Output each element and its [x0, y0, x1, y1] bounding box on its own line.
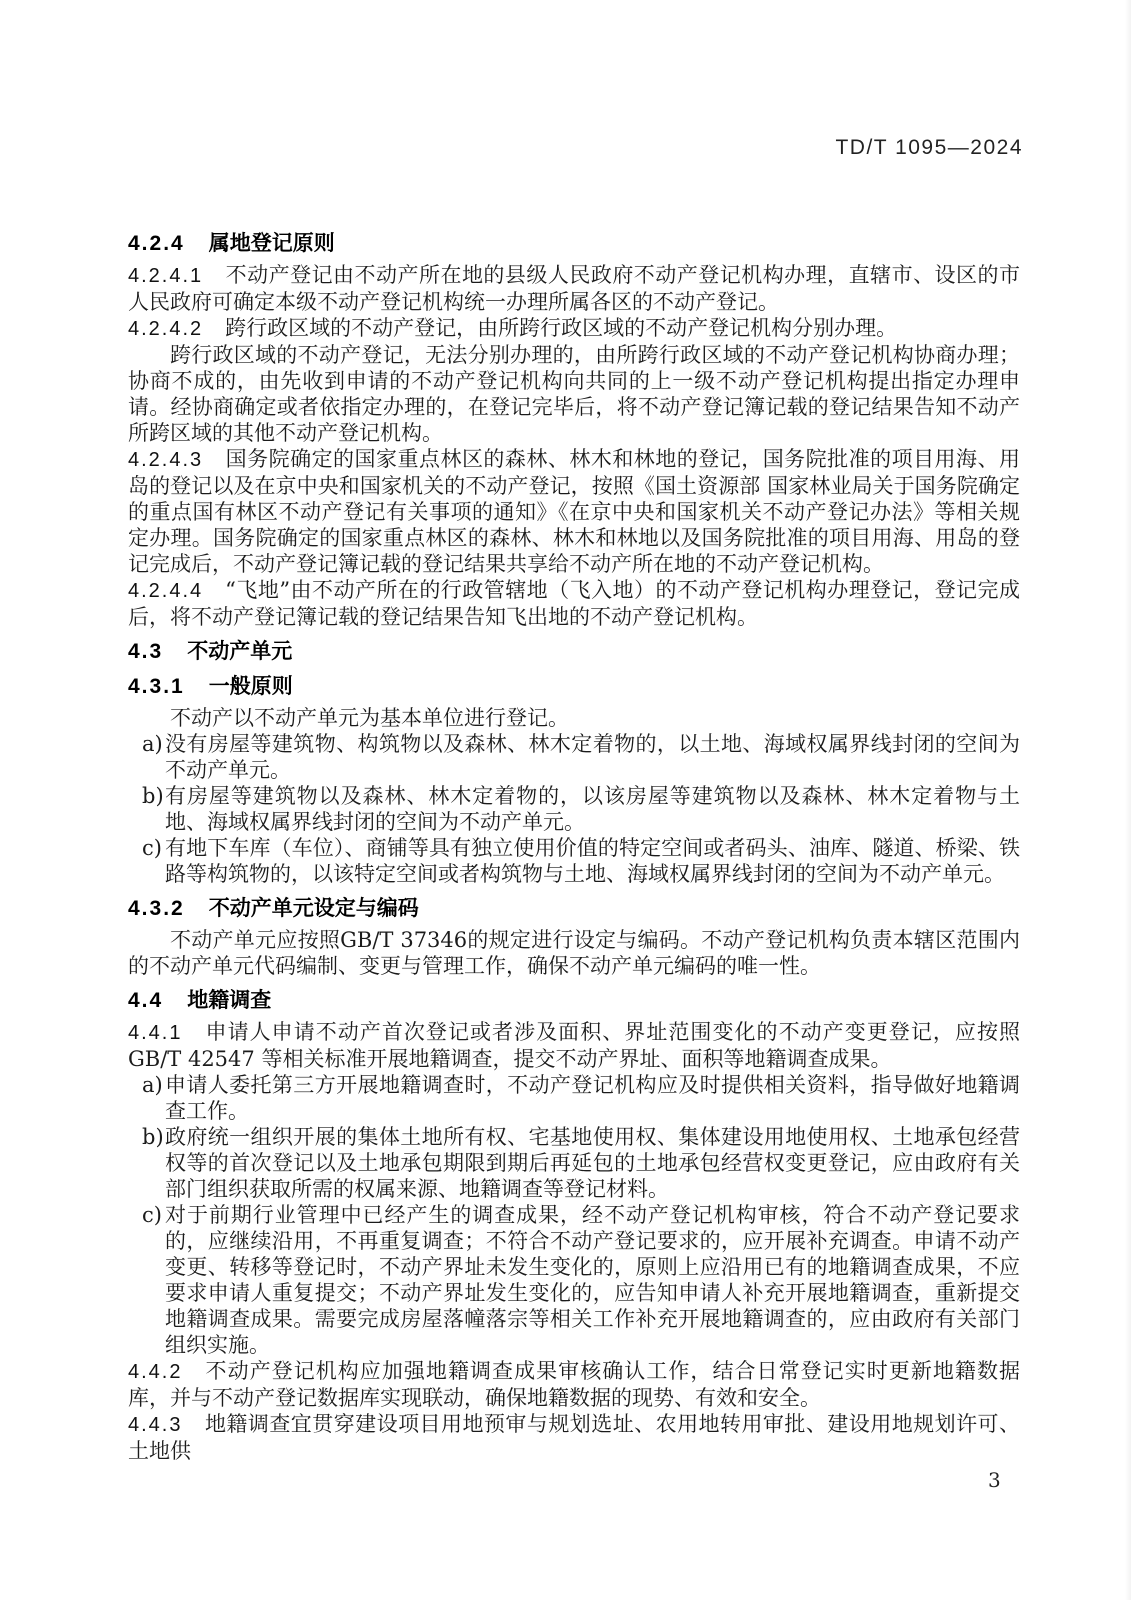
section-heading	[128, 988, 1020, 1014]
clause-paragraph	[128, 1358, 1020, 1411]
clause-paragraph	[128, 1411, 1020, 1464]
list-item-text: 对于前期行业管理中已经产生的调查成果，经不动产登记机构审核，符合不动产登记要求的，应继续沿用，不再重复调查；不符合不动产登记要求的，应开展补充调查。申请不动产变更、转移等登记时，不动产界址未发生变化的，原则上应沿用已有的地籍调查成果，不应要求申请人重复提交；不动产界址发生变化的，应告知申请人补充开展地籍调查，重新提交地籍调查成果。需要完成房屋落幢落宗等相关工作补充开展地籍调查的，应由政府有关部门组织实施。	[165, 1203, 1020, 1357]
clause-heading	[128, 674, 1020, 700]
clause-heading	[128, 896, 1020, 922]
list-item	[128, 731, 1020, 783]
clause-text: 地籍调查宜贯穿建设项目用地预审与规划选址、农用地转用审批、建设用地规划许可、土地供	[128, 1412, 1020, 1463]
clause-number: 4.2.4.3	[128, 449, 204, 471]
list-item-letter: c)	[142, 1203, 162, 1227]
section-heading	[128, 639, 1020, 665]
clause-text: “飞地”由不动产所在的行政管辖地（飞入地）的不动产登记机构办理登记，登记完成后，将不动产登记簿记载的登记结果告知飞出地的不动产登记机构。	[128, 578, 1020, 629]
list-item-text: 申请人委托第三方开展地籍调查时，不动产登记机构应及时提供相关资料，指导做好地籍调查工作。	[165, 1073, 1020, 1123]
list-item	[128, 783, 1020, 835]
section-heading-title: 地籍调查	[187, 989, 272, 1012]
list-item-text: 有房屋等建筑物以及森林、林木定着物的，以该房屋等建筑物以及森林、林木定着物与土地、海域权属界线封闭的空间为不动产单元。	[165, 784, 1020, 834]
clause-heading-number: 4.3.2	[128, 897, 185, 920]
clause-heading-number: 4.3.1	[128, 675, 185, 698]
list-item-letter: b)	[142, 1125, 164, 1149]
clause-text: 不动产登记机构应加强地籍调查成果审核确认工作，结合日常登记实时更新地籍数据库，并与不动产登记数据库实现联动，确保地籍数据的现势、有效和安全。	[128, 1359, 1020, 1410]
page-number: 3	[988, 1468, 1001, 1492]
page-content	[128, 222, 1020, 1464]
clause-text: 国务院确定的国家重点林区的森林、林木和林地的登记，国务院批准的项目用海、用岛的登记以及在京中央和国家机关的不动产登记，按照《国土资源部 国家林业局关于国务院确定的重点国有林区不动产登记有关事项的通知》《在京中央和国家机关不动产登记办法》等相关规定办理。国务院确定的国家重点林区的森林、林木和林地以及国务院批准的项目用海、用岛的登记完成后，不动产登记簿记载的登记结果共享给不动产所在地的不动产登记机构。	[128, 447, 1020, 576]
clause-number: 4.2.4.1	[128, 265, 204, 287]
list-item	[128, 835, 1020, 887]
list-item	[128, 1124, 1020, 1202]
standard-number-header: TD/T 1095—2024	[835, 136, 1023, 159]
list-item-text: 没有房屋等建筑物、构筑物以及森林、林木定着物的，以土地、海域权属界线封闭的空间为不动产单元。	[165, 732, 1020, 782]
section-heading-title: 不动产单元	[187, 640, 293, 663]
clause-number: 4.4.1	[128, 1022, 183, 1044]
section-heading-number: 4.4	[128, 989, 164, 1012]
list-item-letter: a)	[142, 1073, 163, 1097]
clause-heading-title: 属地登记原则	[208, 232, 335, 255]
clause-text: 不动产登记由不动产所在地的县级人民政府不动产登记机构办理，直辖市、设区的市人民政府可确定本级不动产登记机构统一办理所属各区的不动产登记。	[128, 263, 1020, 314]
clause-text: 跨行政区域的不动产登记，由所跨行政区域的不动产登记机构分别办理。	[225, 316, 898, 340]
clause-heading-title: 一般原则	[208, 675, 293, 698]
clause-paragraph	[128, 577, 1020, 630]
paragraph: 不动产单元应按照GB/T 37346的规定进行设定与编码。不动产登记机构负责本辖区范围内的不动产单元代码编制、变更与管理工作，确保不动产单元编码的唯一性。	[128, 928, 1020, 978]
list-item	[128, 1202, 1020, 1358]
clause-heading	[128, 231, 1020, 257]
paragraph: 不动产以不动产单元为基本单位进行登记。	[170, 706, 569, 730]
list-item-text: 有地下车库（车位）、商铺等具有独立使用价值的特定空间或者码头、油库、隧道、桥梁、铁路等构筑物的，以该特定空间或者构筑物与土地、海域权属界线封闭的空间为不动产单元。	[165, 836, 1020, 886]
list-item-text: 政府统一组织开展的集体土地所有权、宅基地使用权、集体建设用地使用权、土地承包经营权等的首次登记以及土地承包期限到期后再延包的土地承包经营权变更登记，应由政府有关部门组织获取所需的权属来源、地籍调查等登记材料。	[165, 1125, 1020, 1201]
clause-paragraph	[128, 262, 1020, 315]
clause-paragraph	[128, 315, 1020, 342]
clause-heading-number: 4.2.4	[128, 232, 185, 255]
list-item-letter: b)	[142, 784, 164, 808]
list-item-letter: c)	[142, 836, 162, 860]
clause-number: 4.2.4.4	[128, 580, 204, 602]
paragraph: 跨行政区域的不动产登记，无法分别办理的，由所跨行政区域的不动产登记机构协商办理；协商不成的，由先收到申请的不动产登记机构向共同的上一级不动产登记机构提出指定办理申请。经协商确定或者依指定办理的，在登记完毕后，将不动产登记簿记载的登记结果告知不动产所跨区域的其他不动产登记机构。	[128, 343, 1020, 445]
clause-paragraph	[128, 446, 1020, 577]
clause-number: 4.4.2	[128, 1361, 183, 1383]
list-item-letter: a)	[142, 732, 163, 756]
clause-number: 4.2.4.2	[128, 318, 204, 340]
clause-number: 4.4.3	[128, 1414, 183, 1436]
list-item	[128, 1072, 1020, 1124]
clause-heading-title: 不动产单元设定与编码	[208, 897, 419, 920]
clause-paragraph	[128, 1019, 1020, 1072]
section-heading-number: 4.3	[128, 640, 164, 663]
clause-text: 申请人申请不动产首次登记或者涉及面积、界址范围变化的不动产变更登记，应按照 GB/T 42547 等相关标准开展地籍调查，提交不动产界址、面积等地籍调查成果。	[128, 1020, 1020, 1071]
